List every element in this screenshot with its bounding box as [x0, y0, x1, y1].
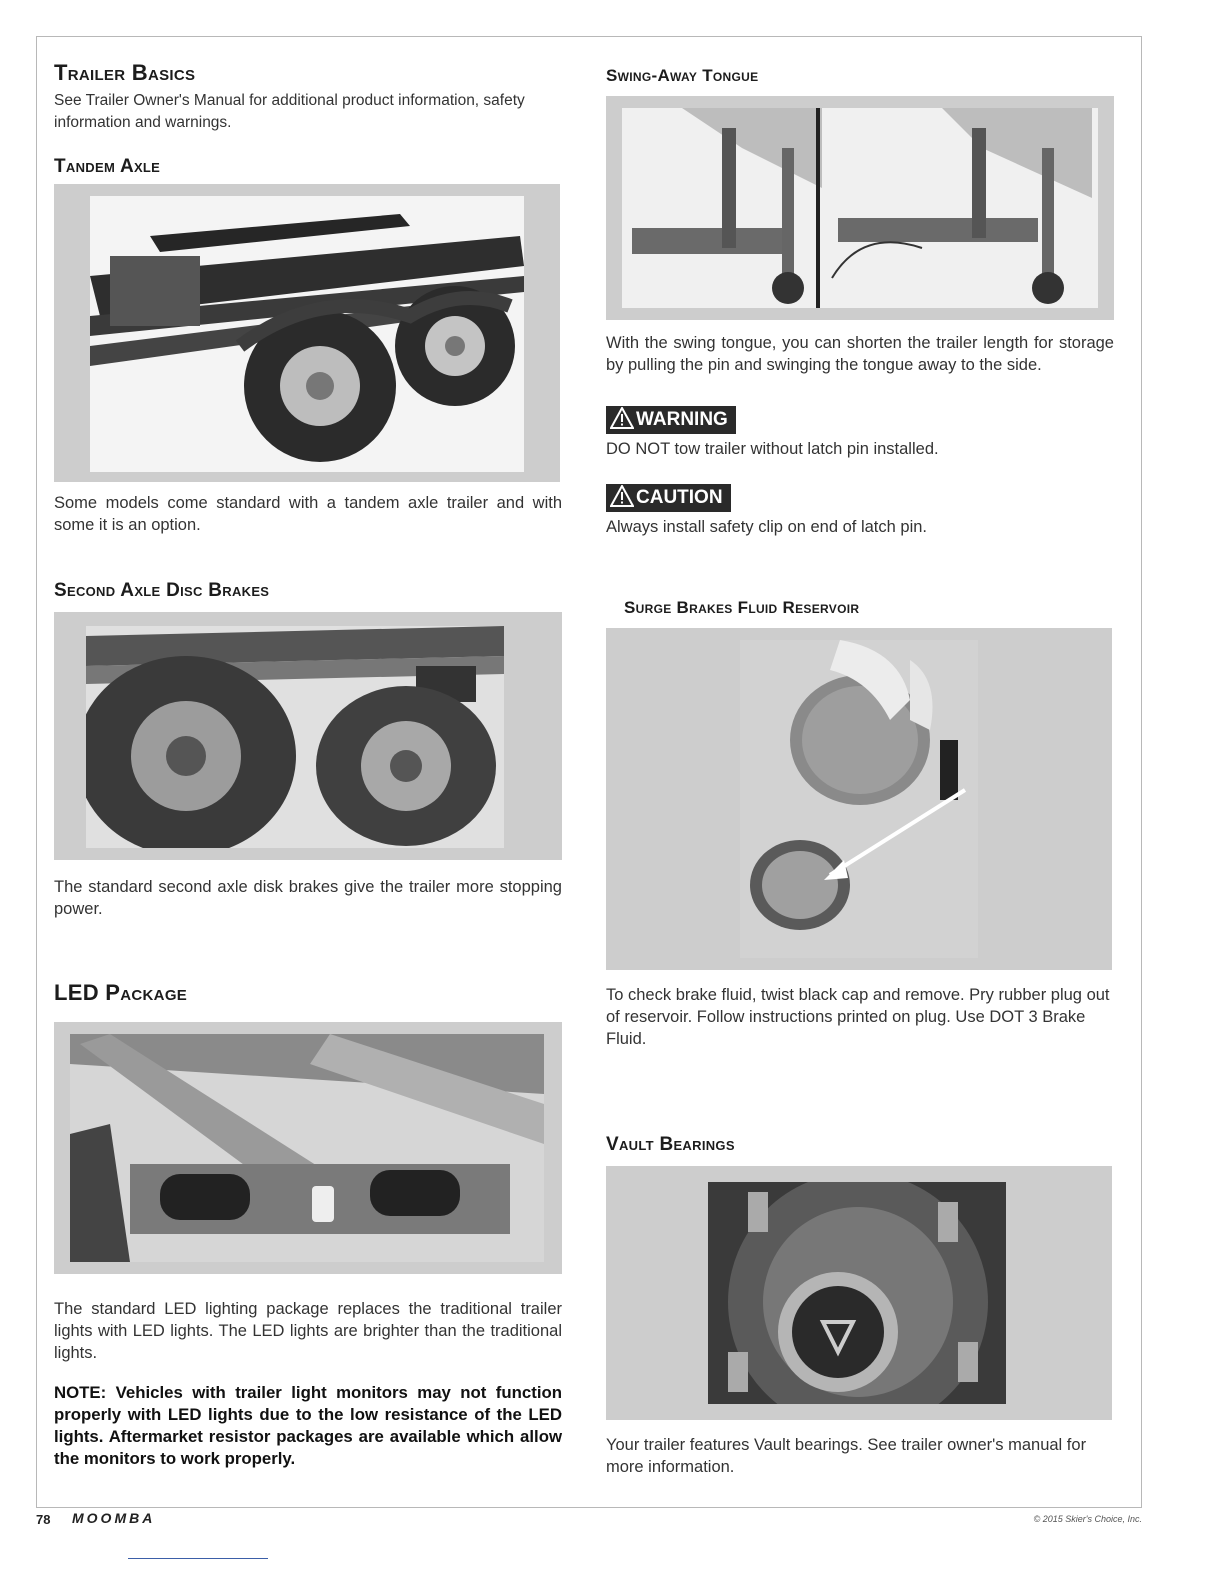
tandem-axle-photo-frame — [54, 184, 560, 482]
disc-brakes-photo-frame — [54, 612, 562, 860]
led-package-photo-frame — [54, 1022, 562, 1274]
surge-brakes-photo — [740, 640, 978, 958]
trailer-basics-intro: See Trailer Owner's Manual for additional product information, safety information and warnings. — [54, 92, 525, 131]
disc-brakes-title: Second Axle Disc Brakes — [54, 580, 270, 601]
swing-tongue-illustration — [622, 108, 1098, 308]
caution-triangle-icon — [610, 485, 634, 507]
disc-brakes-caption: The standard second axle disk brakes give the trailer more stopping power. — [54, 878, 562, 918]
led-package-photo — [70, 1034, 544, 1262]
surge-brakes-title: Surge Brakes Fluid Reservoir — [624, 598, 860, 617]
tandem-axle-illustration — [90, 196, 524, 472]
trailer-basics-title: Trailer Basics — [54, 60, 196, 85]
warning-triangle-icon — [610, 407, 634, 429]
surge-brakes-photo-frame — [606, 628, 1112, 970]
footer-link-underline — [128, 1558, 268, 1559]
tandem-axle-title: Tandem Axle — [54, 156, 161, 177]
surge-brakes-illustration — [740, 640, 978, 958]
led-package-illustration — [70, 1034, 544, 1262]
led-package-title: LED Package — [54, 980, 188, 1005]
page-number: 78 — [36, 1512, 51, 1527]
tandem-axle-photo — [90, 196, 524, 472]
vault-bearings-caption: Your trailer features Vault bearings. See trailer owner's manual for more information. — [606, 1436, 1087, 1476]
swing-tongue-title: Swing-Away Tongue — [606, 66, 759, 85]
vault-bearings-illustration — [708, 1182, 1006, 1404]
caution-text: Always install safety clip on end of latch pin. — [606, 518, 928, 536]
brand-logo: MOOMBA — [72, 1510, 156, 1526]
warning-text: DO NOT tow trailer without latch pin installed. — [606, 440, 939, 458]
caution-label: CAUTION — [636, 487, 723, 508]
vault-bearings-photo-frame — [606, 1166, 1112, 1420]
led-package-caption: The standard LED lighting package replaces the traditional trailer lights with LED lights. The LED lights are brighter than the traditional lights. — [54, 1300, 562, 1362]
swing-tongue-photo — [622, 108, 1098, 308]
vault-bearings-title: Vault Bearings — [606, 1134, 735, 1155]
warning-label: WARNING — [636, 409, 728, 430]
disc-brakes-illustration — [86, 626, 504, 848]
disc-brakes-photo — [86, 626, 504, 848]
led-package-note: NOTE: Vehicles with trailer light monitors may not function properly with LED lights due to the low resistance of the LED lights. Aftermarket resistor packages are available which allow the monitors to work properly. — [54, 1383, 562, 1468]
tandem-axle-caption: Some models come standard with a tandem axle trailer and with some it is an option. — [54, 494, 562, 534]
tandem-axle-heading — [54, 156, 562, 178]
swing-tongue-photo-frame — [606, 96, 1114, 320]
trailer-basics-section — [54, 60, 562, 134]
swing-tongue-caption: With the swing tongue, you can shorten the trailer length for storage by pulling the pin and swinging the tongue away to the side. — [606, 334, 1114, 374]
caution-badge — [606, 484, 731, 512]
warning-badge — [606, 406, 736, 434]
copyright: © 2015 Skier's Choice, Inc. — [1033, 1514, 1142, 1524]
surge-brakes-caption: To check brake fluid, twist black cap and remove. Pry rubber plug out of reservoir. Follow instructions printed on plug. Use DOT 3 Brake Fluid. — [606, 986, 1110, 1048]
vault-bearings-photo — [708, 1182, 1006, 1404]
